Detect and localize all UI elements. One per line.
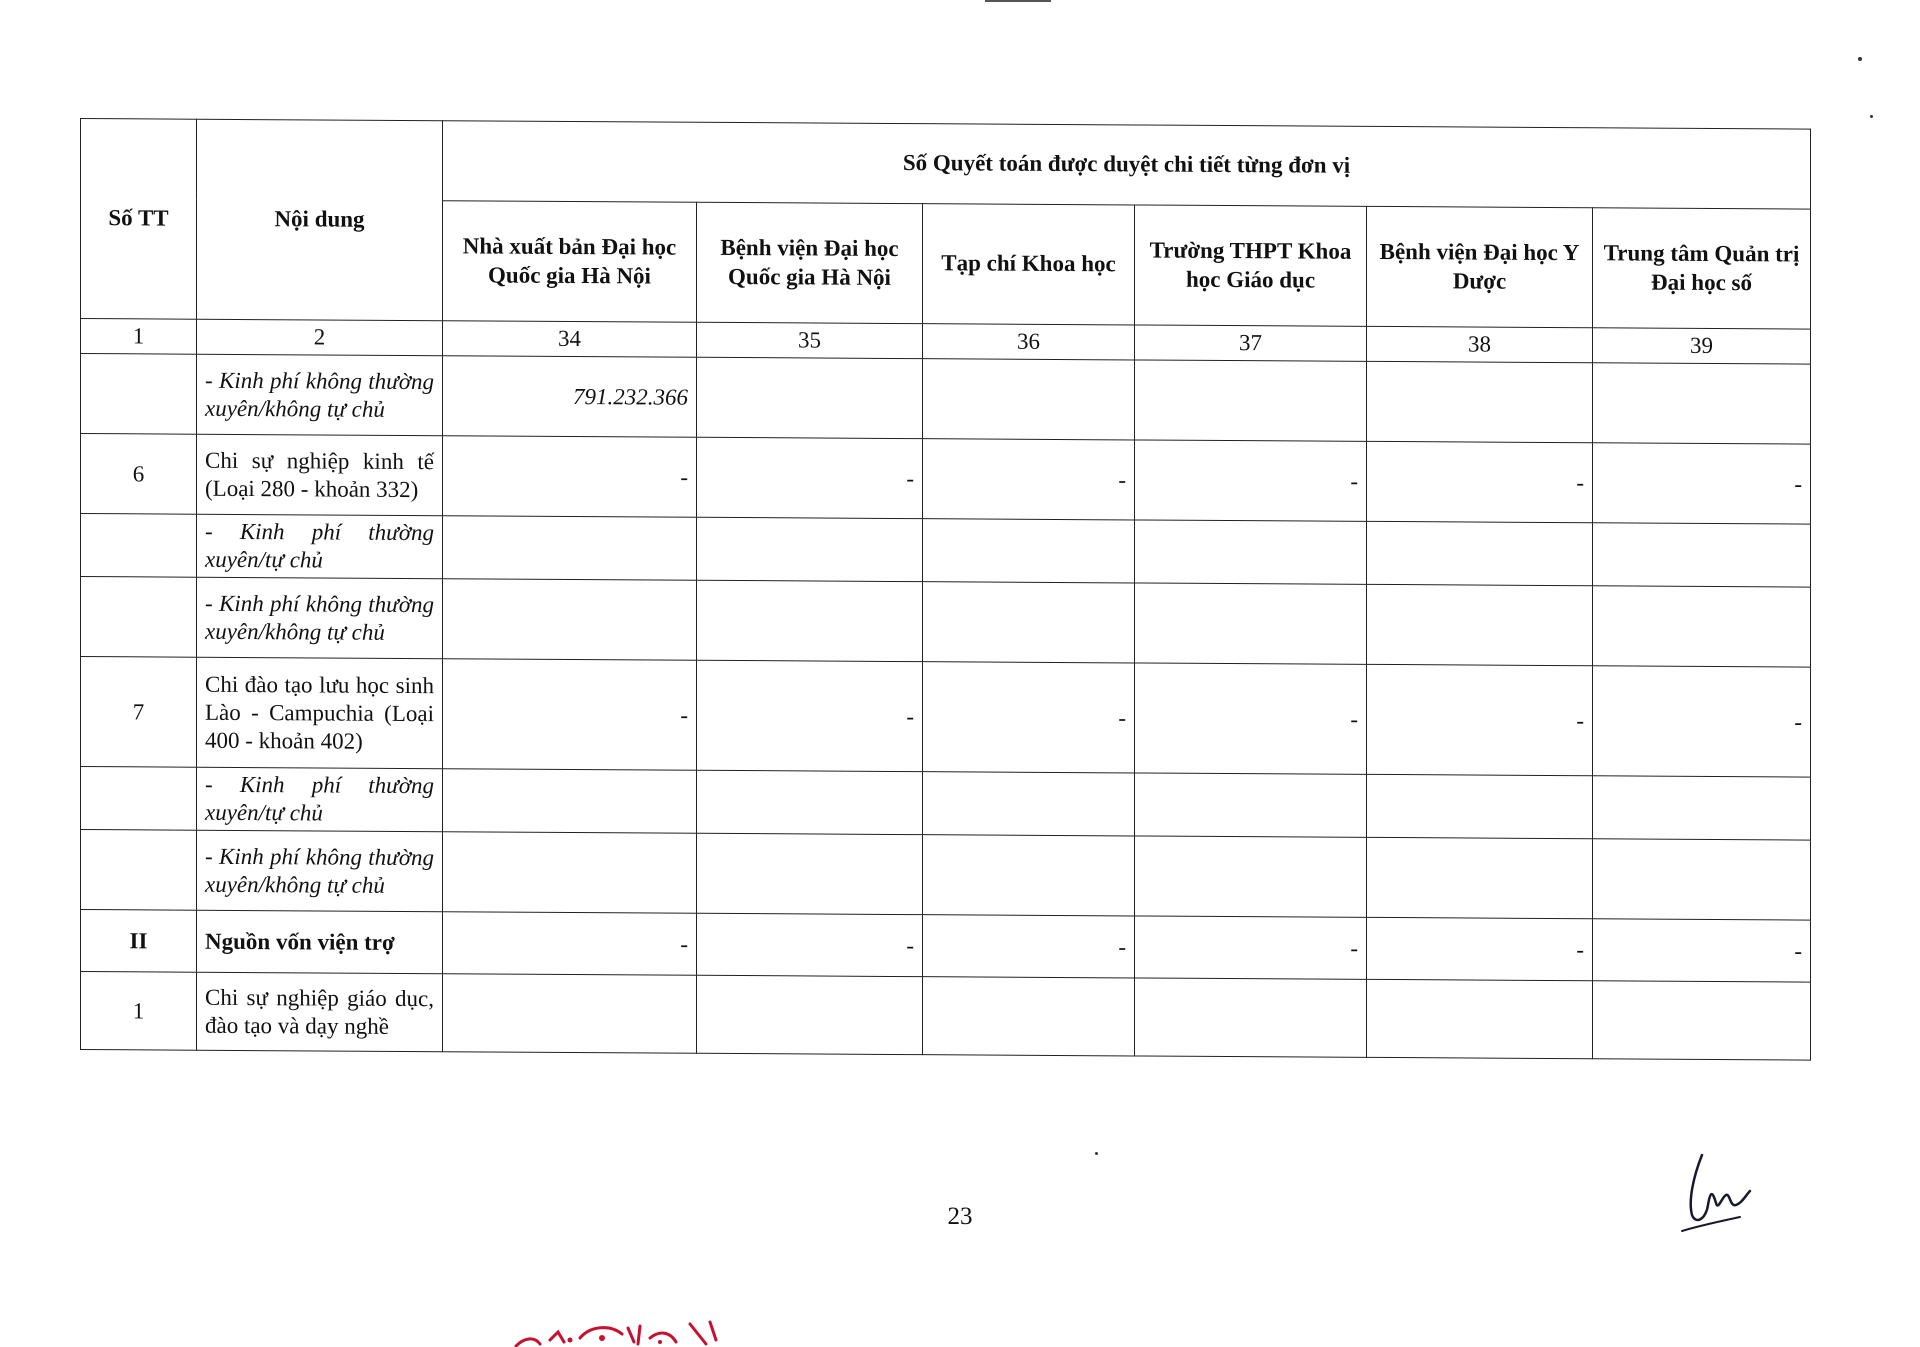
header-unit: Bệnh viện Đại học Y Dược <box>1367 206 1593 327</box>
row-stt: 1 <box>81 972 197 1051</box>
row-content: Chi sự nghiệp kinh tế (Loại 280 - khoản 332) <box>197 434 443 516</box>
row-value <box>443 516 697 581</box>
row-value <box>1135 583 1367 664</box>
row-value <box>697 517 923 581</box>
row-value: - <box>1367 441 1593 522</box>
row-content: - Kinh phí không thường xuyên/không tự chủ <box>197 830 443 912</box>
scan-speck <box>1858 57 1862 61</box>
row-value <box>697 357 923 438</box>
row-stt <box>81 577 197 658</box>
row-value <box>1593 586 1811 667</box>
row-value: - <box>443 659 697 771</box>
row-value <box>1593 363 1811 444</box>
table-row <box>81 354 1811 445</box>
table-row <box>81 910 1811 983</box>
row-value <box>1367 838 1593 919</box>
row-value: - <box>923 915 1135 978</box>
row-value <box>697 770 923 834</box>
row-value: - <box>1593 666 1811 777</box>
row-value <box>443 832 697 914</box>
scan-mark <box>985 0 1051 2</box>
page-number: 23 <box>947 1203 973 1230</box>
row-value <box>923 977 1135 1056</box>
row-value <box>1135 773 1367 838</box>
header-group: Số Quyết toán được duyệt chi tiết từng đơn vị <box>443 121 1811 209</box>
row-value: - <box>443 436 697 518</box>
column-index: 38 <box>1367 326 1593 362</box>
row-content: - Kinh phí không thường xuyên/không tự chủ <box>197 577 443 659</box>
scan-speck <box>1095 1152 1098 1155</box>
row-value <box>923 582 1135 663</box>
row-stt <box>81 514 197 578</box>
stamp-icon <box>510 1318 730 1347</box>
row-value <box>1367 774 1593 838</box>
row-stt <box>81 767 197 831</box>
settlement-table <box>80 118 1811 1061</box>
row-value <box>443 579 697 661</box>
row-value: - <box>1135 440 1367 521</box>
column-index: 37 <box>1135 325 1367 361</box>
row-content: Chi đào tạo lưu học sinh Lào - Campuchia (Loại 400 - khoản 402) <box>197 657 443 769</box>
signature-icon <box>1680 1145 1760 1235</box>
row-value <box>1593 981 1811 1060</box>
table-row <box>81 657 1811 778</box>
row-content: - Kinh phí thường xuyên/tự chủ <box>197 514 443 579</box>
row-value: 791.232.366 <box>443 356 697 438</box>
header-unit: Bệnh viện Đại học Quốc gia Hà Nội <box>697 202 923 323</box>
header-content: Nội dung <box>197 119 443 321</box>
table-row <box>81 514 1811 588</box>
row-value: - <box>1135 663 1367 774</box>
column-index: 39 <box>1593 328 1811 364</box>
column-index: 34 <box>443 321 697 358</box>
row-value: - <box>923 662 1135 773</box>
header-unit: Tạp chí Khoa học <box>923 204 1135 325</box>
row-value <box>697 580 923 661</box>
table-row <box>81 767 1811 841</box>
row-value: - <box>1593 919 1811 982</box>
row-content: Nguồn vốn viện trợ <box>197 910 443 974</box>
row-value <box>1135 520 1367 585</box>
row-value <box>1367 980 1593 1059</box>
table-row <box>81 830 1811 921</box>
row-value <box>1367 521 1593 585</box>
row-stt <box>81 830 197 911</box>
header-unit: Trường THPT Khoa học Giáo dục <box>1135 205 1367 326</box>
row-content: - Kinh phí thường xuyên/tự chủ <box>197 767 443 832</box>
row-value: - <box>697 914 923 977</box>
row-stt: 6 <box>81 434 197 515</box>
row-value <box>1367 584 1593 665</box>
header-stt: Số TT <box>81 119 197 320</box>
row-value <box>923 772 1135 836</box>
row-value <box>1593 839 1811 920</box>
column-index: 35 <box>697 322 923 358</box>
row-value <box>1593 523 1811 587</box>
row-stt: 7 <box>81 657 197 768</box>
row-value <box>697 976 923 1055</box>
column-index: 36 <box>923 324 1135 360</box>
row-value: - <box>1135 916 1367 979</box>
row-value: - <box>697 437 923 518</box>
column-index: 1 <box>81 319 197 355</box>
column-index: 2 <box>197 319 443 356</box>
table-row <box>81 972 1811 1061</box>
row-value: - <box>1593 443 1811 524</box>
row-value: - <box>443 912 697 976</box>
row-value <box>443 974 697 1054</box>
row-value: - <box>1367 664 1593 775</box>
row-value <box>1135 978 1367 1057</box>
row-value <box>923 835 1135 916</box>
header-unit: Nhà xuất bản Đại học Quốc gia Hà Nội <box>443 201 697 323</box>
header-unit: Trung tâm Quản trị Đại học số <box>1593 208 1811 329</box>
row-value <box>697 834 923 915</box>
row-value <box>1135 360 1367 441</box>
row-value <box>1367 361 1593 442</box>
row-stt <box>81 354 197 435</box>
table-row <box>81 577 1811 668</box>
row-stt: II <box>81 910 197 973</box>
row-content: Chi sự nghiệp giáo dục, đào tạo và dạy nghề <box>197 972 443 1052</box>
row-value <box>923 519 1135 583</box>
row-value: - <box>697 660 923 771</box>
row-value: - <box>1367 918 1593 981</box>
table-row <box>81 434 1811 525</box>
scan-speck <box>1870 115 1873 118</box>
row-value <box>443 769 697 834</box>
row-value <box>1135 836 1367 917</box>
row-value: - <box>923 439 1135 520</box>
row-value <box>923 359 1135 440</box>
row-content: - Kinh phí không thường xuyên/không tự chủ <box>197 354 443 436</box>
row-value <box>1593 776 1811 840</box>
